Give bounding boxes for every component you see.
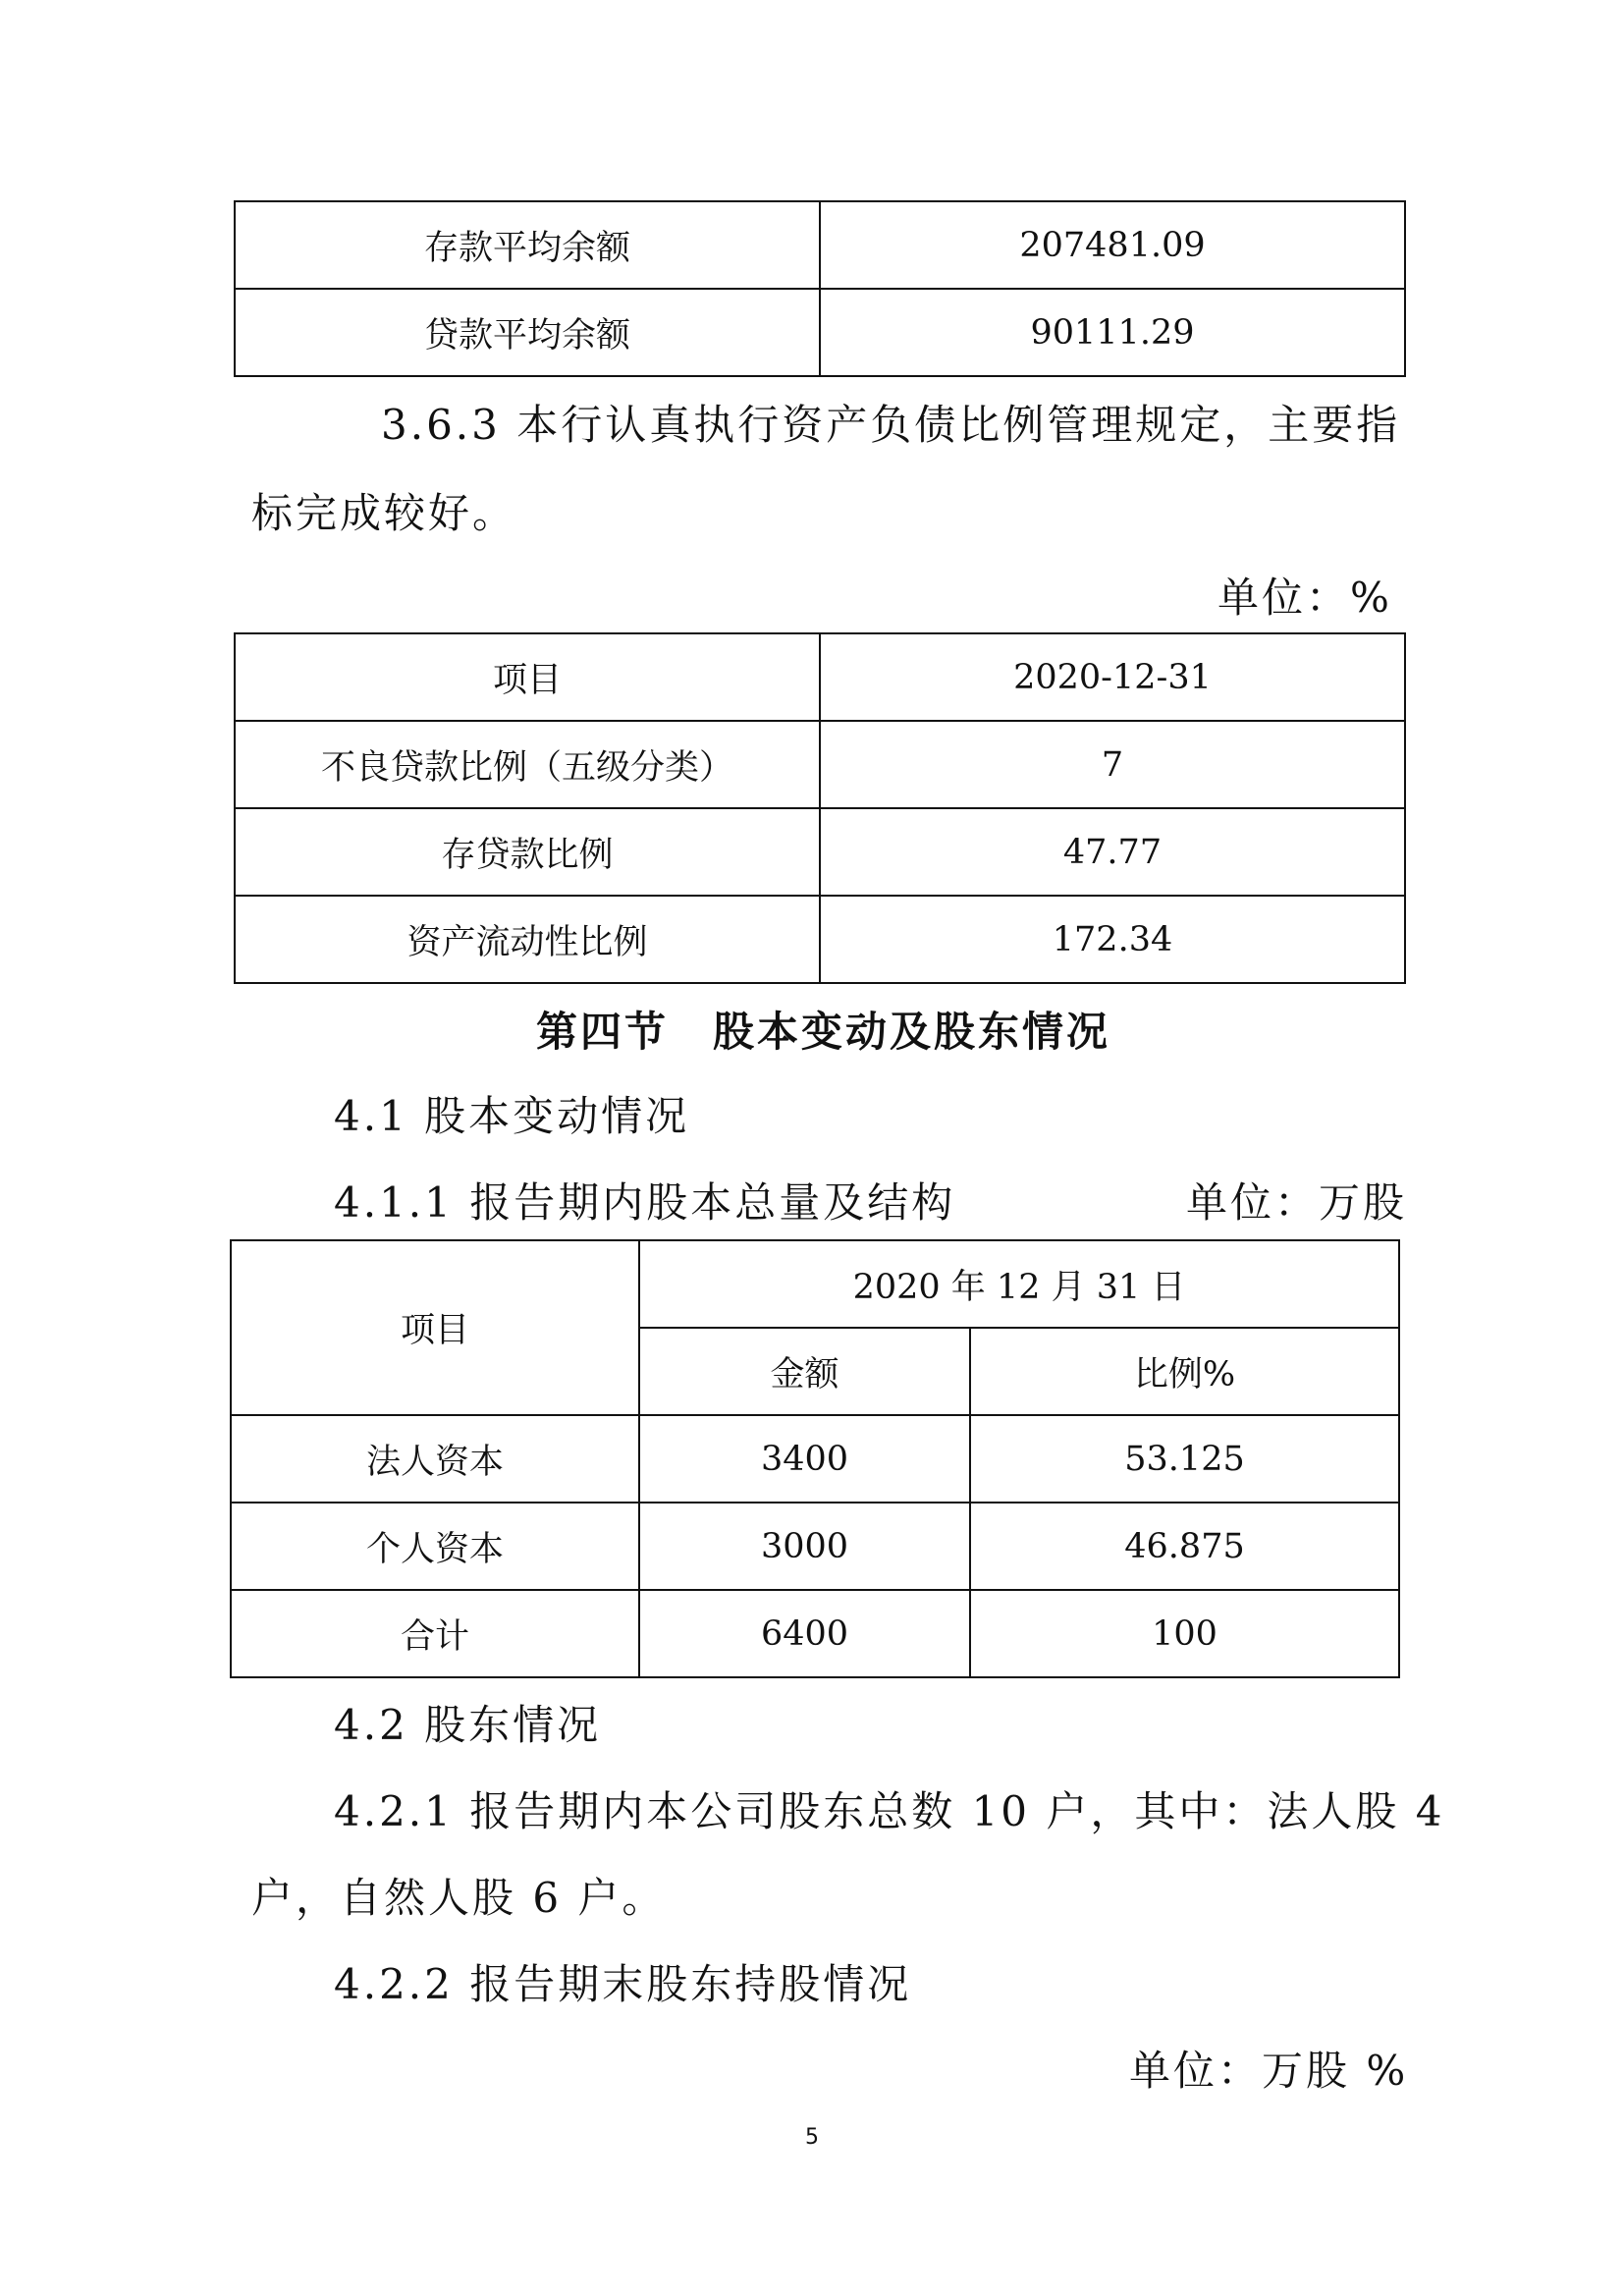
unit-label-10k-shares: 单位：万股 xyxy=(1186,1178,1408,1227)
section-4-2-1-line1: 4.2.1 报告期内本公司股东总数 10 户，其中：法人股 4 xyxy=(334,1787,1445,1835)
table-cell-value: 90111.29 xyxy=(820,289,1405,376)
table-row xyxy=(235,896,1405,983)
table-row xyxy=(235,808,1405,896)
table-cell-label: 不良贷款比例（五级分类） xyxy=(235,721,820,808)
table-cell-label: 存款平均余额 xyxy=(235,201,820,289)
table-cell-value: 47.77 xyxy=(820,808,1405,896)
table-cell-label: 个人资本 xyxy=(231,1503,639,1590)
average-balance-table xyxy=(234,200,1406,377)
table-header-row xyxy=(235,633,1405,721)
table-cell-amount: 3000 xyxy=(639,1503,970,1590)
table-header-item: 项目 xyxy=(235,633,820,721)
table-header-item: 项目 xyxy=(231,1240,639,1415)
unit-label-percent: 单位：% xyxy=(1217,574,1392,622)
table-row xyxy=(231,1503,1399,1590)
table-cell-label: 合计 xyxy=(231,1590,639,1677)
table-header-amount: 金额 xyxy=(639,1328,970,1415)
table-header-date: 2020 年 12 月 31 日 xyxy=(639,1240,1399,1328)
share-structure-table xyxy=(230,1239,1400,1678)
table-row xyxy=(235,721,1405,808)
table-header-date: 2020-12-31 xyxy=(820,633,1405,721)
table-header-ratio: 比例% xyxy=(970,1328,1399,1415)
table-cell-label: 法人资本 xyxy=(231,1415,639,1503)
paragraph-363-line2: 标完成较好。 xyxy=(251,489,517,537)
table-cell-label: 资产流动性比例 xyxy=(235,896,820,983)
table-cell-label: 贷款平均余额 xyxy=(235,289,820,376)
section-4-1-heading: 4.1 股本变动情况 xyxy=(334,1092,690,1140)
table-cell-amount: 3400 xyxy=(639,1415,970,1503)
section-4-1-1-heading: 4.1.1 报告期内股本总量及结构 xyxy=(334,1178,956,1227)
table-cell-ratio: 46.875 xyxy=(970,1503,1399,1590)
table-cell-value: 7 xyxy=(820,721,1405,808)
section-4-2-heading: 4.2 股东情况 xyxy=(334,1701,602,1749)
paragraph-363-line1: 3.6.3 本行认真执行资产负债比例管理规定，主要指 xyxy=(381,401,1401,449)
table-header-row xyxy=(231,1240,1399,1328)
unit-label-shares-percent: 单位：万股 % xyxy=(1129,2047,1409,2095)
table-cell-ratio: 53.125 xyxy=(970,1415,1399,1503)
table-row xyxy=(235,289,1405,376)
table-cell-amount: 6400 xyxy=(639,1590,970,1677)
section-4-2-1-line2: 户，自然人股 6 户。 xyxy=(251,1874,667,1922)
table-cell-value: 172.34 xyxy=(820,896,1405,983)
table-row xyxy=(235,201,1405,289)
section-4-2-2-heading: 4.2.2 报告期末股东持股情况 xyxy=(334,1960,912,2008)
table-cell-label: 存贷款比例 xyxy=(235,808,820,896)
table-cell-value: 207481.09 xyxy=(820,201,1405,289)
table-cell-ratio: 100 xyxy=(970,1590,1399,1677)
table-row xyxy=(231,1415,1399,1503)
page-number: 5 xyxy=(805,2125,819,2150)
section-4-title: 第四节 股本变动及股东情况 xyxy=(536,1008,1111,1056)
ratio-table xyxy=(234,632,1406,984)
table-row xyxy=(231,1590,1399,1677)
